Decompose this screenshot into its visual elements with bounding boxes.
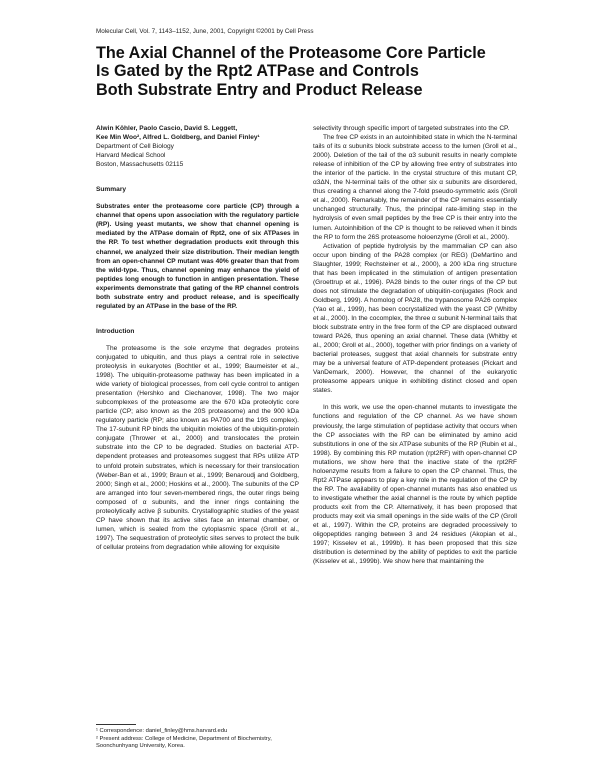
author-list	[96, 124, 299, 142]
affiliation-line-3: Boston, Massachusetts 02115	[96, 161, 184, 169]
right-paragraph-1: The free CP exists in an autoinhibited state in which the N-terminal tails of its α subunits block substrate access to the lumen (Groll et al., 2000). Deletion of the tail of the α3 subunit results in nearly complete release of inhibition of the CP by allowing free entry of substrates into the interior of the particle. In the crystal structure of this mutant CP, α3ΔN, the N-terminal tails of the other six α subunits are disordered, thus creating a channel along the 7-fold pseudo-symmetric axis (Groll et al., 2000). Remarkably, the remainder of the CP remains essentially unchanged structurally. Thus, the principal rate-limiting step in the hydrolysis of even small peptides by the free CP is their entry into the lumen. Autoinhibition of the CP is thought to be relieved when it binds the RP to form the 26S proteasome holoenzyme (Groll et al., 2000).	[313, 134, 517, 241]
footnotes	[96, 724, 299, 751]
summary-text: Substrates enter the proteasome core particle (CP) through a channel that opens upon association with the regulatory particle (RP). Using yeast mutants, we show that channel opening is mediated by the ATPase domain of Rpt2, one of six ATPases in the RP. To test whether degradation products exit through this channel, we analyzed their size distribution. Their median length from an open-channel CP mutant was 40% greater than that from the wild-type. Thus, channel opening may enhance the yield of peptides long enough to function in antigen presentation. These experiments demonstrate that gating of the RP channel controls both substrate entry and product release, and is specifically regulated by an ATPase in the base of the RP.	[96, 203, 299, 310]
summary-heading: Summary	[96, 186, 127, 194]
footnote-correspondence: ¹ Correspondence: daniel_finley@hms.harvard.edu	[96, 728, 228, 734]
footnote-present-address: ² Present address: College of Medicine, Department of Biochemistry,	[96, 735, 272, 742]
footnote-rule	[96, 724, 136, 725]
authors-line-2: Kee Min Woo², Alfred L. Goldberg, and Daniel Finley¹	[96, 134, 260, 142]
title-line-3: Both Substrate Entry and Product Release	[96, 80, 423, 99]
title-line-1: The Axial Channel of the Proteasome Core Particle	[96, 44, 486, 62]
footnote-present-address-cont: Soonchunhyang University, Korea.	[96, 743, 185, 750]
left-column	[96, 124, 299, 552]
right-paragraph-2: Activation of peptide hydrolysis by the mammalian CP can also occur upon binding of the PA28 complex (or REG) (DeMartino and Slaughter, 1999; Rechsteiner et al., 2000), a 200 kDa ring structure that has been implicated in the stimulation of antigen presentation (Groettrup et al., 1996). PA28 binds to the outer rings of the CP but does not stimulate the degradation of ubiquitin-conjugates (Rock and Goldberg, 1999). A homolog of PA28, the trypanosome PA26 complex (Yao et al., 1999), has been cocrystallized with the yeast CP (Whitby et al., 2000). In the cocomplex, the three α subunit N-terminal tails that block substrate entry in the free form of the CP are displaced outward toward PA26, thus opening an axial channel. These data (Whitby et al., 2000; Groll et al., 2000), together with prior findings on a variety of bacterial proteases, suggest that axial channels for substrate entry may be a universal feature of ATP-dependent proteases (Pickart and VanDemark, 2000). However, the channel of the eukaryotic proteasome appears unique in exhibiting distinct closed and open states.	[313, 242, 517, 395]
authors-line-1: Alwin Köhler, Paolo Cascio, David S. Leggett,	[96, 125, 238, 132]
journal-citation: Molecular Cell, Vol. 7, 1143–1152, June, 2001, Copyright ©2001 by Cell Press	[96, 28, 314, 35]
article-title	[96, 44, 496, 99]
affiliation-line-1: Department of Cell Biology	[96, 143, 174, 151]
affiliation	[96, 142, 299, 169]
right-column	[313, 124, 517, 566]
introduction-paragraph-1: The proteasome is the sole enzyme that degrades proteins conjugated to ubiquitin, and thus plays a central role in selective proteolysis in eukaryotes (Bochtler et al., 1999; Baumeister et al., 1998). The ubiquitin-proteasome pathway has been implicated in a wide variety of biological processes, from cell cycle control to antigen presentation (Hershko and Ciechanover, 1998). The two major subcomplexes of the proteasome are the 670 kDa proteolytic core particle (CP; also known as the 20S proteasome) and the 900 kDa regulatory particle (RP; also known as PA700 and the 19S complex). The 17-subunit RP binds the ubiquitin moieties of the ubiquitin-protein conjugate (Thrower et al., 2000) and translocates the protein substrate into the CP to be degraded. Studies on bacterial ATP-dependent proteases and proteasomes suggest that RPs utilize ATP to unfold protein substrates, which is necessary for their translocation (Weber-Ban et al., 1999; Braun et al., 1999; Benaroudj and Goldberg, 2000; Singh et al., 2000; Hoskins et al., 2000). The subunits of the CP are arranged into four seven-membered rings, the outer rings being composed of α subunits, and the inner rings containing the proteolytically active β subunits. Crystallographic studies of the yeast CP have shown that its active sites face an internal chamber, or lumen, which is sealed from the cytoplasmic space (Groll et al., 1997). The sequestration of proteolytic sites serves to protect the bulk of cellular proteins from degradation while allowing for exquisite	[96, 344, 299, 551]
introduction-heading: Introduction	[96, 327, 135, 335]
affiliation-line-2: Harvard Medical School	[96, 152, 166, 160]
title-line-2: Is Gated by the Rpt2 ATPase and Controls	[96, 62, 419, 81]
right-paragraph-0: selectivity through specific import of targeted substrates into the CP.	[313, 125, 510, 132]
right-paragraph-3: In this work, we use the open-channel mutants to investigate the functions and regulation of the CP channel. As we have shown previously, the large stimulation of peptidase activity that occurs when the CP associates with the RP can be eliminated by amino acid substitutions in one of the six ATPase subunits of the RP (Rubin et al., 1998). By combining this RP mutation (rpt2RF) with open-channel CP mutations, we show here that the inactive state of the rpt2RF holoenzyme results from a failure to open the CP channel. Thus, the Rpt2 ATPase appears to play a key role in the regulation of the CP by the RP. The availability of open-channel mutants has also enabled us to investigate whether the axial channel is the route by which peptide products exit from the CP. Alternatively, it has been proposed that products may exit via small openings in the side walls of the CP (Groll et al., 1997). Within the CP, proteins are degraded processively to oligopeptides ranging between 3 and 24 residues (Akopian et al., 1997; Kisselev et al., 1999b). It has been proposed that this size distribution is determined by the ability of peptides to exit the particle (Kisselev et al., 1999b). We show here that maintaining the	[313, 404, 517, 566]
